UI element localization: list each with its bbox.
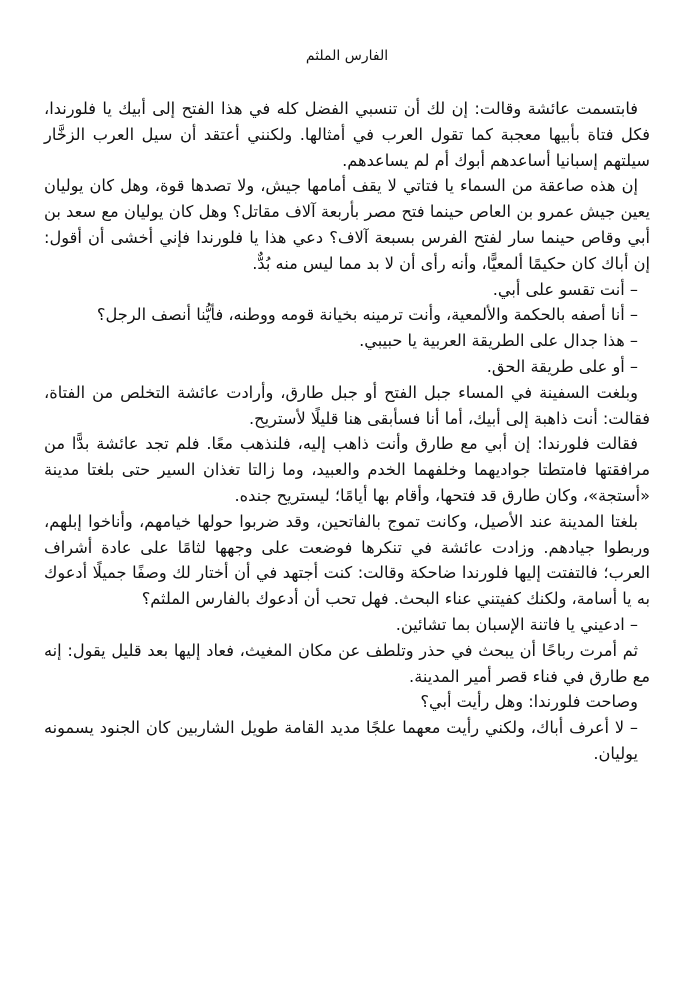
paragraph: ثم أمرت رباحًا أن يبحث في حذر وتلطف عن مكان المغيث، فعاد إليها بعد قليل يقول: إنه مع طارق في فناء قصر أمير المدينة. — [44, 640, 650, 686]
paragraph: بلغتا المدينة عند الأصيل، وكانت تموج بالفاتحين، وقد ضربوا حولها خيامهم، وأناخوا إبلهم، وربطوا جيادهم. وزادت عائشة في تنكرها فوضعت على وجهها لثامًا على عادة أشراف العرب؛ فالتفتت إليها فلورندا ضاحكة وقالت: كنت أجتهد في أن أختار لك وصفًا جميلًا أدعوك به يا أسامة، ولكنك كفيتني عناء البحث. فهل تحب أن أدعوك بالفارس الملثم؟ — [44, 511, 650, 609]
dialogue-line: – هذا جدال على الطريقة العربية يا حبيبي. — [359, 331, 638, 351]
paragraph: وصاحت فلورندا: وهل رأيت أبي؟ — [420, 692, 638, 712]
page-body — [44, 96, 650, 767]
paragraph: وبلغت السفينة في المساء جبل الفتح أو جبل طارق، وأرادت عائشة التخلص من الفتاة، فقالت: أنت ذاهبة إلى أبيك، أما أنا فسأبقى هنا قليلًا لأستريح. — [44, 382, 650, 428]
dialogue-line: – أو على طريقة الحق. — [486, 356, 638, 376]
running-header: الفارس الملثم — [305, 48, 389, 64]
dialogue-line: – ادعيني يا فاتنة الإسبان بما تشائين. — [395, 614, 638, 634]
dialogue-line: – لا أعرف أباك، ولكني رأيت معهما علجًا مديد القامة طويل الشاربين كان الجنود يسمونه يوليان. — [44, 718, 638, 763]
dialogue-line: – أنا أصفه بالحكمة والألمعية، وأنت ترمينه بخيانة قومه ووطنه، فأيُّنا أنصف الرجل؟ — [96, 305, 638, 325]
paragraph: فابتسمت عائشة وقالت: إن لك أن تنسبي الفضل كله في هذا الفتح إلى أبيك يا فلورندا، فكل فتاة بأبيها معجبة كما تقول العرب في أمثالها. ولكنني أعتقد أن سيل العرب الزخَّار سيلتهم إسبانيا أساعدهم أبوك أم لم يساعدهم. — [44, 99, 650, 170]
paragraph: فقالت فلورندا: إن أبي مع طارق وأنت ذاهب إليه، فلنذهب معًا. فلم تجد عائشة بدًّا من مرافقتها فامتطتا جواديهما وخلفهما الخدم والعبيد، وما زالتا تغذان السير حتى بلغتا مدينة «أستجة»، وكان طارق قد فتحها، وأقام بها أيامًا؛ ليستريح جنده. — [44, 434, 650, 505]
dialogue-line: – أنت تقسو على أبي. — [492, 279, 638, 299]
paragraph: إن هذه صاعقة من السماء يا فتاتي لا يقف أمامها جيش، ولا تصدها قوة، وهل كان يوليان يعين جيش عمرو بن العاص حينما فتح مصر بأربعة آلاف مقاتل؟ وهل كان يوليان مع سعد بن أبي وقاص حينما سار لفتح الفرس بسبعة آلاف؟ دعي هذا يا فلورندا فإني أخشى أن أقول: إن أباك كان حكيمًا ألمعيًّا، وأنه رأى أن لا بد مما ليس منه بُدٌّ. — [44, 176, 650, 273]
